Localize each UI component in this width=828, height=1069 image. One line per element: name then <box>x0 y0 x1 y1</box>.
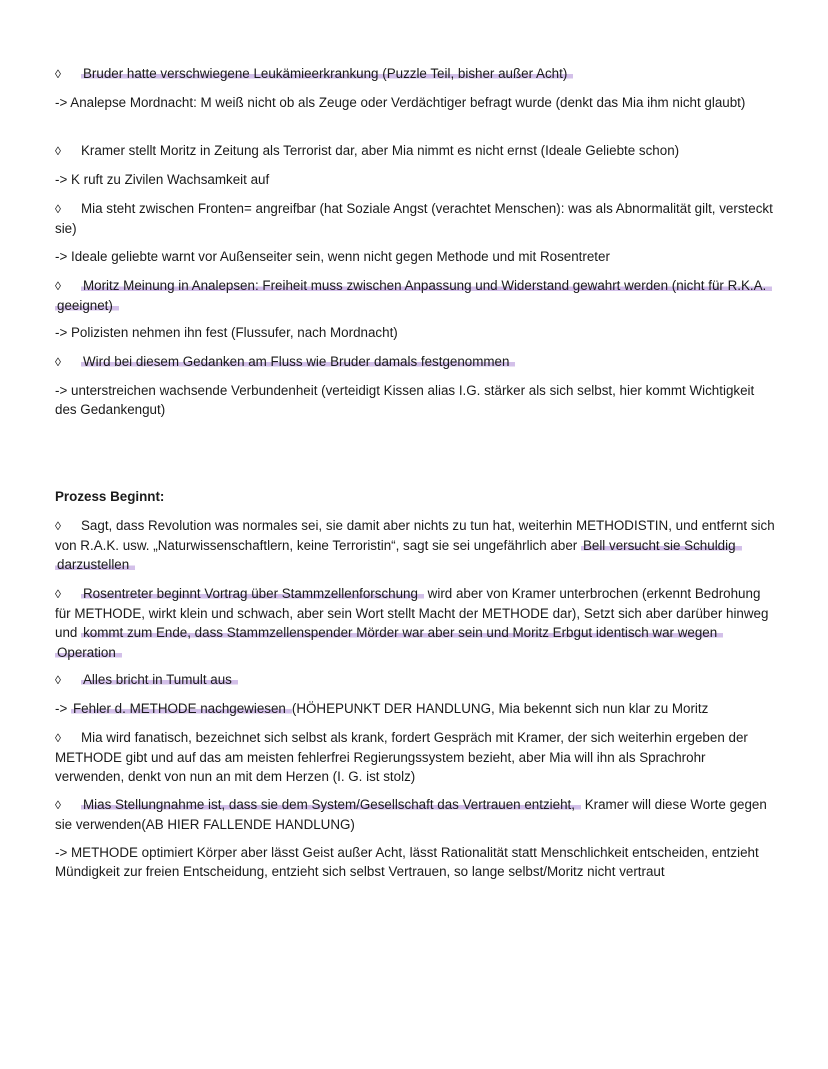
note-polizisten <box>55 323 775 342</box>
highlighted-text: Mias Stellungnahme ist, dass sie dem System/Gesellschaft das Vertrauen entzieht, <box>81 797 581 812</box>
bullet-item-leukemia <box>55 64 775 84</box>
note-text: -> Analepse Mordnacht: M weiß nicht ob als Zeuge oder Verdächtiger befragt wurde (denkt das Mia ihm nicht glaubt) <box>55 95 746 110</box>
diamond-bullet-icon: ◊ <box>55 355 61 369</box>
note-analepse-mordnacht <box>55 93 775 112</box>
bullet-text: Mia wird fanatisch, bezeichnet sich selbst als krank, fordert Gespräch mit Kramer, der sich weiterhin ergeben der METHODE gibt und auf das am meisten fehlerfrei Regierungssystem bezieht, aber Mia will ihn als Sprachrohr verwenden, denkt von nun an mit dem Herzen (I. G. ist stolz) <box>55 730 748 785</box>
highlighted-text: Alles bricht in Tumult aus <box>81 672 238 687</box>
note-fehler-methode <box>55 699 775 718</box>
note-text: -> Polizisten nehmen ihn fest (Flussufer, nach Mordnacht) <box>55 325 398 340</box>
section-heading-prozess <box>55 487 775 506</box>
heading-text: Prozess Beginnt: <box>55 489 165 504</box>
highlighted-text: Bruder hatte verschwiegene Leukämieerkrankung (Puzzle Teil, bisher außer Acht) <box>81 66 573 81</box>
highlighted-text-2: kommt zum Ende, dass Stammzellenspender Mörder war aber sein und Moritz Erbgut identisch war wegen Operation <box>55 625 723 659</box>
highlighted-text: Rosentreter beginnt Vortrag über Stammzellenforschung <box>81 586 424 601</box>
diamond-bullet-icon: ◊ <box>55 279 61 293</box>
note-methode-optimiert <box>55 843 775 881</box>
bullet-item-mia-fanatisch <box>55 728 775 787</box>
bullet-item-stellungnahme <box>55 795 775 834</box>
diamond-bullet-icon: ◊ <box>55 519 61 533</box>
bullet-item-kramer-zeitung <box>55 141 775 161</box>
note-text: -> unterstreichen wachsende Verbundenheit (verteidigt Kissen alias I.G. stärker als sich selbst, hier kommt Wichtigkeit des Gedankengut) <box>55 383 755 418</box>
bullet-item-tumult <box>55 670 775 690</box>
note-text: (HÖHEPUNKT DER HANDLUNG, Mia bekennt sich nun klar zu Moritz <box>291 701 709 716</box>
bullet-text: Mia steht zwischen Fronten= angreifbar (hat Soziale Angst (verachtet Menschen): was als Abnormalität gilt, versteckt sie) <box>55 201 773 237</box>
highlighted-text: Moritz Meinung in Analepsen: Freiheit muss zwischen Anpassung und Widerstand gewahrt werden (nicht für R.K.A. geeignet) <box>55 278 772 313</box>
note-zivile-wachsamkeit <box>55 170 775 189</box>
note-prefix: -> <box>55 701 71 716</box>
bullet-text: wird aber von Kramer unterbrochen (erkennt Bedrohung für METHODE, wirkt klein und schwach, aber sein Wort stellt Macht der METHODE dar), Setzt sich aber darüber hinweg und <box>55 586 769 641</box>
diamond-bullet-icon: ◊ <box>55 673 61 687</box>
highlighted-text: Wird bei diesem Gedanken am Fluss wie Bruder damals festgenommen <box>81 354 515 369</box>
diamond-bullet-icon: ◊ <box>55 144 61 158</box>
note-text: -> Ideale geliebte warnt vor Außenseiter sein, wenn nicht gegen Methode und mit Rosentreter <box>55 249 610 264</box>
bullet-item-zwischen-fronten <box>55 199 775 238</box>
bullet-text: Kramer stellt Moritz in Zeitung als Terrorist dar, aber Mia nimmt es nicht ernst (Ideale Geliebte schon) <box>81 143 680 158</box>
note-verbundenheit <box>55 381 775 419</box>
diamond-bullet-icon: ◊ <box>55 731 61 745</box>
bullet-item-moritz-meinung <box>55 276 775 315</box>
note-text: -> K ruft zu Zivilen Wachsamkeit auf <box>55 172 270 187</box>
diamond-bullet-icon: ◊ <box>55 798 61 812</box>
bullet-item-festgenommen <box>55 352 775 372</box>
note-text: -> METHODE optimiert Körper aber lässt Geist außer Acht, lässt Rationalität statt Menschlichkeit entscheiden, entzieht Mündigkeit zur freien Entscheidung, entzieht sich selbst Vertrauen, so lange selbst/Moritz nicht vertraut <box>55 845 759 880</box>
note-ideale-geliebte <box>55 247 775 266</box>
diamond-bullet-icon: ◊ <box>55 67 61 81</box>
diamond-bullet-icon: ◊ <box>55 202 61 216</box>
bullet-item-rosentreter-vortrag <box>55 584 775 662</box>
highlighted-text: Fehler d. METHODE nachgewiesen <box>71 701 292 716</box>
highlighted-text: Bell versucht sie Schuldig darzustellen <box>55 538 742 572</box>
bullet-item-revolution <box>55 516 775 575</box>
bullet-text: Kramer will diese Worte gegen sie verwenden(AB HIER FALLENDE HANDLUNG) <box>55 797 767 833</box>
bullet-text: Sagt, dass Revolution was normales sei, sie damit aber nichts zu tun hat, weiterhin METHODISTIN, und entfernt sich von R.A.K. usw. „Naturwissenschaftlern, keine Terroristin“, sagt sie sei ungefährlich aber <box>55 518 775 554</box>
diamond-bullet-icon: ◊ <box>55 587 61 601</box>
